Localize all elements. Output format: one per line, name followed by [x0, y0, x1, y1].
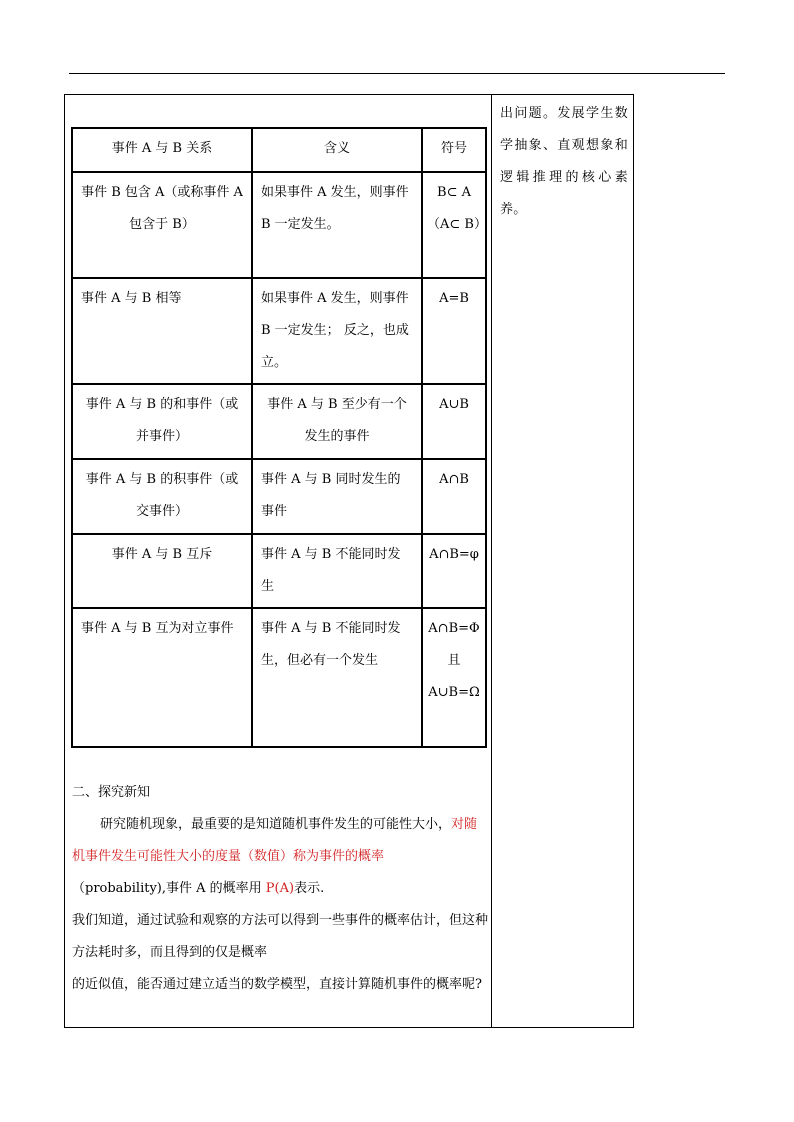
table-row — [72, 608, 486, 747]
column-divider — [491, 94, 492, 1028]
symbol-cell: A∪B — [422, 384, 486, 459]
symbol-cell: A∩B — [422, 459, 486, 534]
meaning-cell: 事件 A 与 B 同时发生的事件 — [252, 459, 422, 534]
explore-section — [72, 777, 488, 1001]
symbol-cell: A∩B=Φ 且 A∪B=Ω — [422, 608, 486, 747]
relation-cell: 事件 A 与 B 相等 — [72, 278, 252, 384]
paragraph-notation — [72, 873, 488, 905]
header-meaning: 含义 — [252, 128, 422, 172]
symbol-cell: A=B — [422, 278, 486, 384]
relation-cell: 事件 A 与 B 互斥 — [72, 534, 252, 608]
paragraph-text: （probability),事件 A 的概率用 — [72, 881, 266, 896]
header-symbol: 符号 — [422, 128, 486, 172]
meaning-cell: 事件 A 与 B 不能同时发生，但必有一个发生 — [252, 608, 422, 747]
paragraph-text: 表示. — [294, 881, 325, 896]
side-note: 出问题。发展学生数学抽象、直观想象和逻辑推理的核心素养。 — [500, 106, 628, 217]
paragraph-text: 研究随机现象，最重要的是知道随机事件发生的可能性大小， — [100, 817, 452, 832]
meaning-cell: 如果事件 A 发生，则事件 B 一定发生。 — [252, 172, 422, 278]
paragraph-question-1: 我们知道，通过试验和观察的方法可以得到一些事件的概率估计，但这种方法耗时多，而且得到的仅是概率 — [72, 913, 489, 960]
meaning-cell: 事件 A 与 B 不能同时发生 — [252, 534, 422, 608]
symbol-cell: A∩B=φ — [422, 534, 486, 608]
relation-cell: 事件 A 与 B 互为对立事件 — [72, 608, 252, 747]
paragraph-question-2: 的近似值，能否通过建立适当的数学模型，直接计算随机事件的概率呢? — [72, 977, 482, 992]
highlight-definition: 对随机事件发生可能性大小的度量（数值）称为事件的概率 — [72, 817, 478, 864]
table-row — [72, 278, 486, 384]
highlight-notation: P(A) — [265, 881, 295, 896]
relation-cell: 事件 A 与 B 的和事件（或并事件） — [72, 384, 252, 459]
relation-cell: 事件 A 与 B 的积事件（或交事件） — [72, 459, 252, 534]
table-row — [72, 534, 486, 608]
paragraph-probability — [72, 809, 488, 873]
meaning-cell: 如果事件 A 发生，则事件 B 一定发生； 反之，也成立。 — [252, 278, 422, 384]
section-heading: 二、探究新知 — [72, 785, 151, 800]
header-rule — [69, 73, 725, 74]
header-relation: 事件 A 与 B 关系 — [72, 128, 252, 172]
table-row — [72, 459, 486, 534]
table-row — [72, 172, 486, 278]
symbol-cell: B⊂ A（A⊂ B） — [422, 172, 486, 278]
relation-cell: 事件 B 包含 A（或称事件 A 包含于 B） — [72, 172, 252, 278]
table-row — [72, 384, 486, 459]
event-relations-table — [71, 127, 487, 748]
table-header-row — [72, 128, 486, 172]
meaning-cell: 事件 A 与 B 至少有一个发生的事件 — [252, 384, 422, 459]
